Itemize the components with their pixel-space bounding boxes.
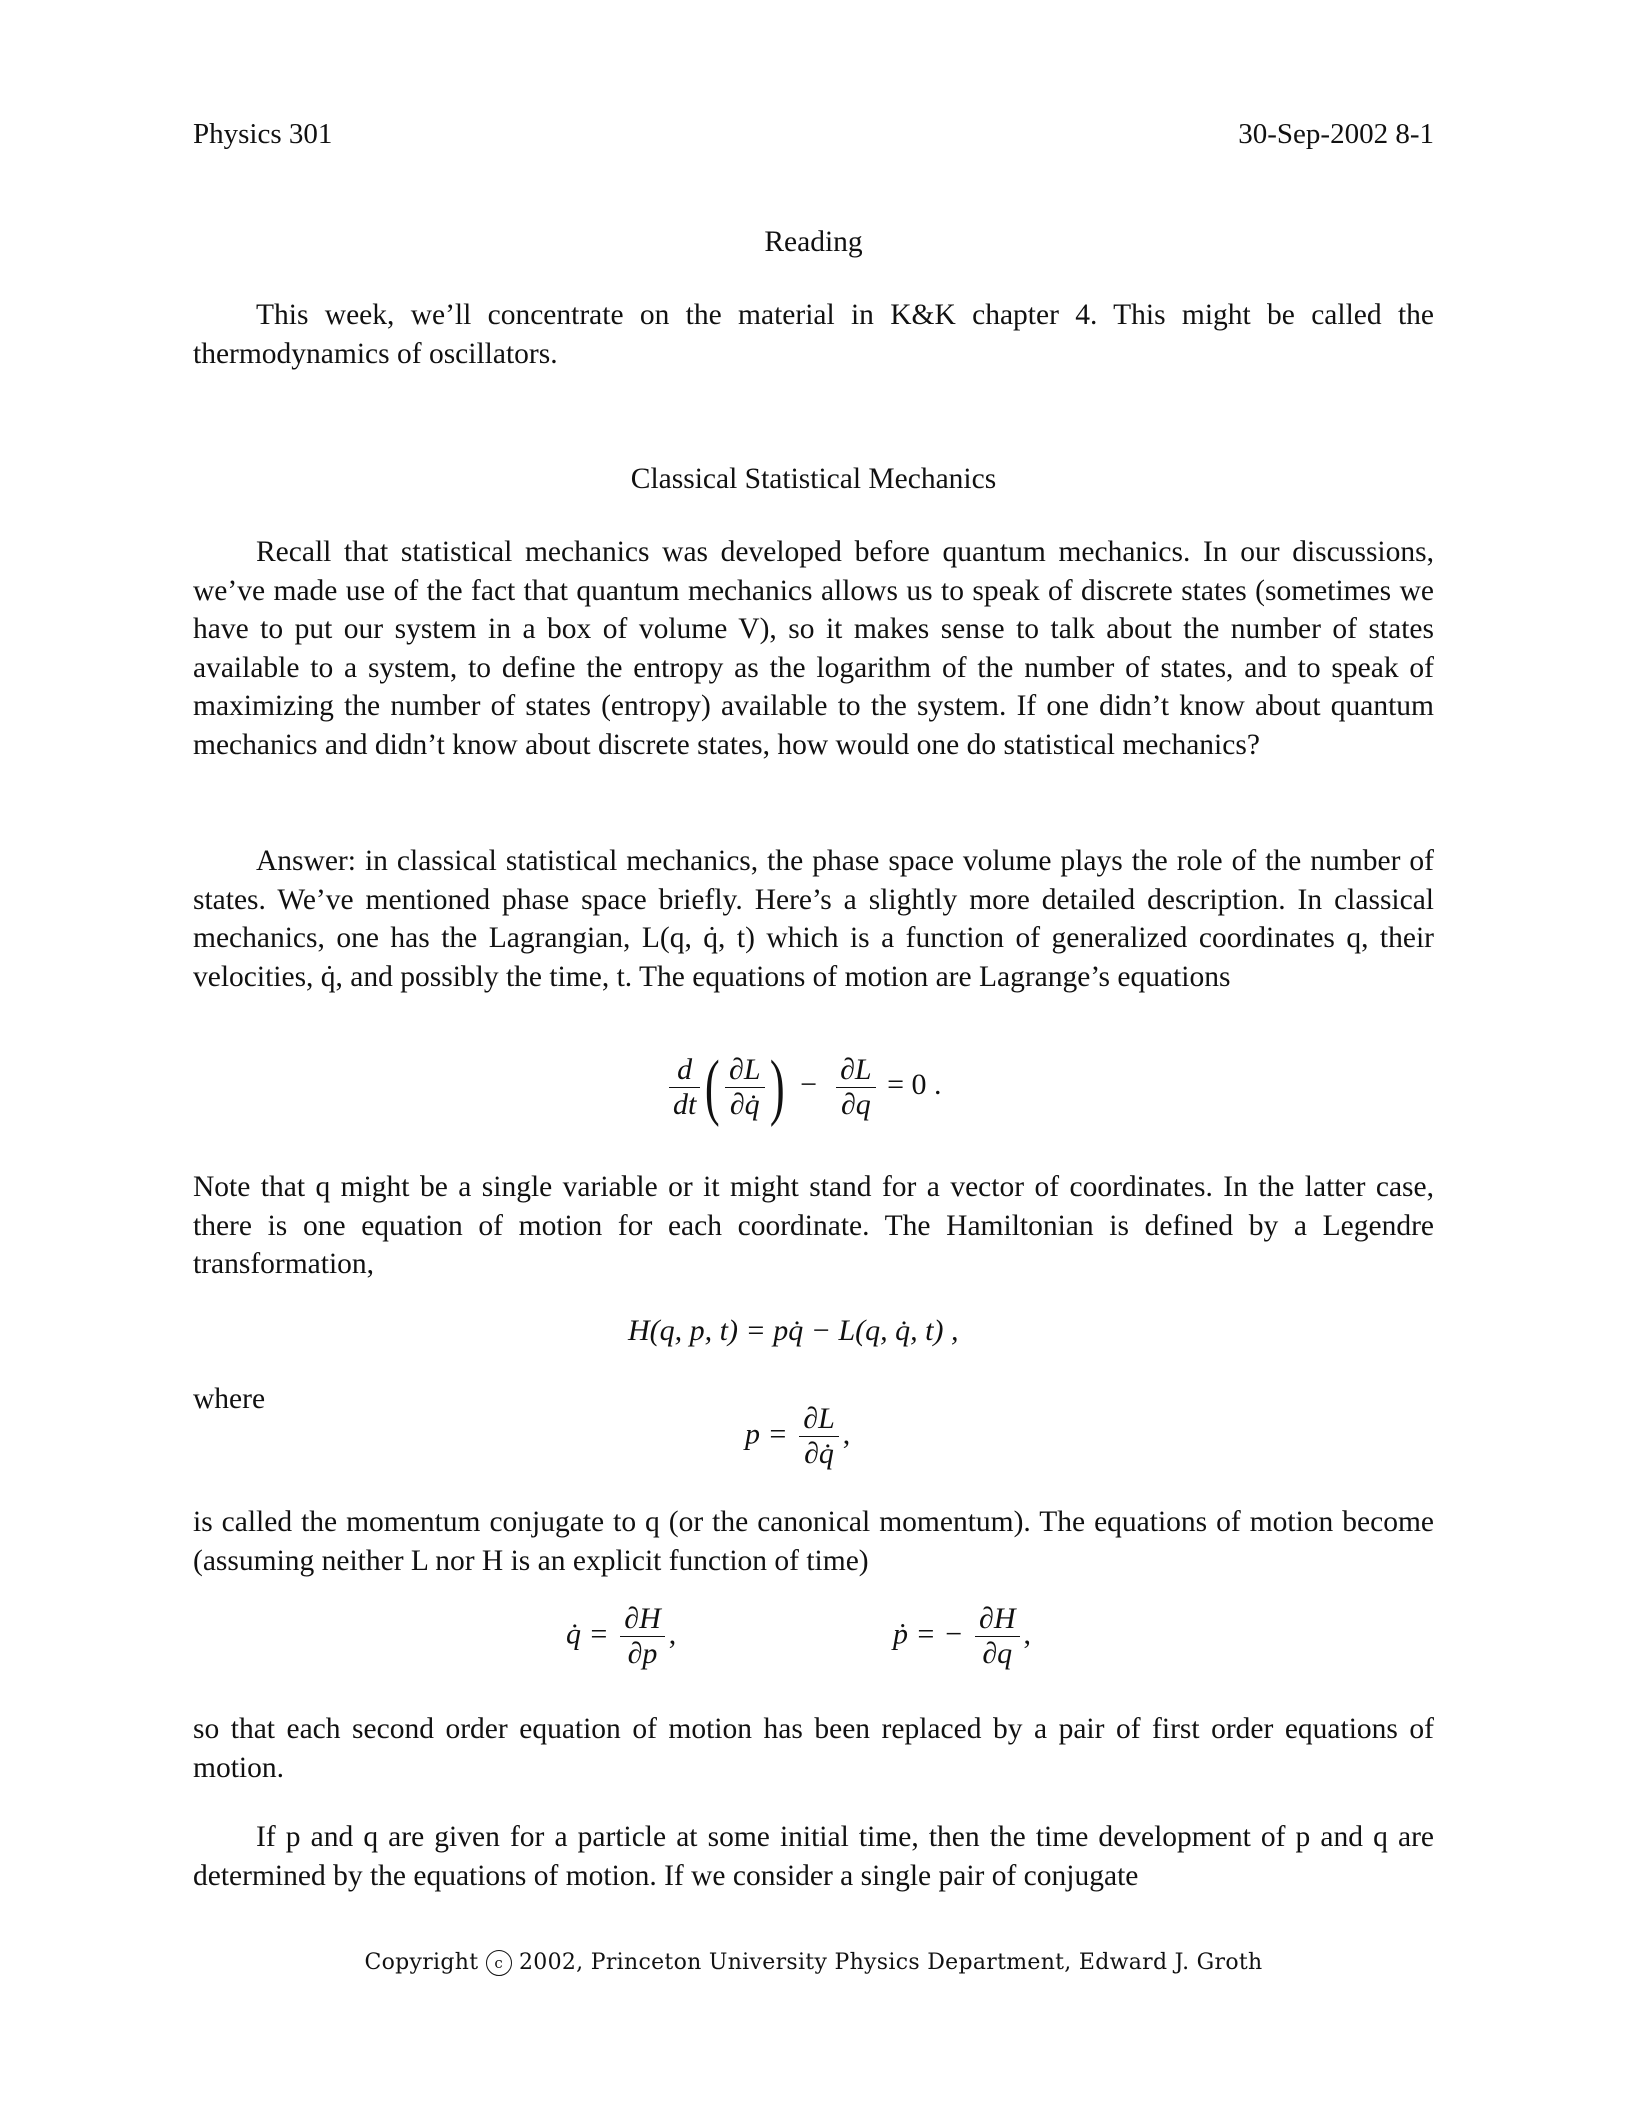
reading-paragraph: This week, we’ll concentrate on the material in K&K chapter 4. This might be called the thermodynamics of oscillators.: [193, 299, 1434, 370]
momentum-equation: p = $\frac{\partial L}{\partial q̇}$ ,: [745, 1402, 851, 1470]
paragraph-note: Note that q might be a single variable or it might stand for a vector of coordinates. In the latter case, there is one equation of motion for each coordinate. The Hamiltonian is defined by a Legendre transformation,: [193, 1171, 1434, 1280]
hamiltonian-equation: H(q, p, t) = pq̇ − L(q, q̇, t) ,: [628, 1314, 959, 1347]
eom-q-equation: q̇ = $\frac{\partial H}{\partial p}$ ,: [566, 1602, 677, 1670]
lagrange-equation: $\frac{d}{dt}$ ( $\frac{\partial L}{\partial q̇}$ ) − $\frac{\partial L}{\partial q}$ = 0 .: [665, 1050, 942, 1124]
paragraph-answer: Answer: in classical statistical mechanics, the phase space volume plays the role of the number of states. We’ve mentioned phase space briefly. Here’s a slightly more detailed description. In classical mechanics, one has the Lagrangian, L(q, q̇, t) which is a function of generalized coordinates q, their velocities, q̇, and possibly the time, t. The equations of motion are Lagrange’s equations: [193, 845, 1434, 993]
copyright-icon: c: [486, 1950, 512, 1976]
paragraph-first-order: so that each second order equation of motion has been replaced by a pair of first order equations of motion.: [193, 1713, 1434, 1784]
paragraph-intro: Recall that statistical mechanics was developed before quantum mechanics. In our discussions, we’ve made use of the fact that quantum mechanics allows us to speak of discrete states (sometimes we have to put our system in a box of volume V), so it makes sense to talk about the number of states available to a system, to define the entropy as the logarithm of the number of states, and to speak of maximizing the number of states (entropy) available to the system. If one didn’t know about quantum mechanics and didn’t know about discrete states, how would one do statistical mechanics?: [193, 536, 1434, 761]
copyright-footer: Copyright c 2002, Princeton University Physics Department, Edward J. Groth: [364, 1950, 1263, 1975]
course-header: Physics 301: [193, 118, 333, 150]
paragraph-momentum: is called the momentum conjugate to q (or the canonical momentum). The equations of motion become (assuming neither L nor H is an explicit function of time): [193, 1506, 1434, 1577]
date-page-header: 30-Sep-2002 8-1: [1238, 118, 1434, 150]
section-heading: Classical Statistical Mechanics: [630, 463, 997, 495]
reading-heading: Reading: [764, 226, 863, 258]
where-label: where: [193, 1383, 266, 1415]
paragraph-initial-time: If p and q are given for a particle at some initial time, then the time development of p and q are determined by the equations of motion. If we consider a single pair of conjugate: [193, 1821, 1434, 1892]
eom-p-equation: ṗ = − $\frac{\partial H}{\partial q}$ ,: [893, 1602, 1031, 1670]
